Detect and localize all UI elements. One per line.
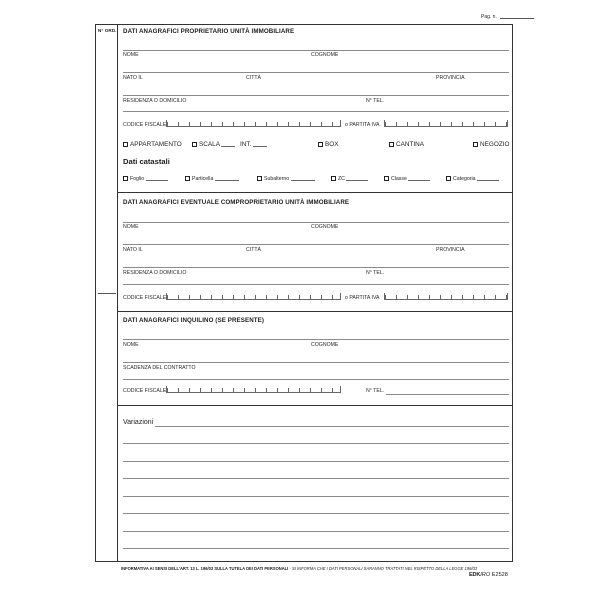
variazioni-line-5[interactable] [123, 496, 509, 497]
s1-cantina-option[interactable] [389, 141, 424, 148]
particella-checkbox[interactable] [185, 176, 190, 181]
product-code: E2528 [491, 572, 508, 578]
variazioni-line-1[interactable] [155, 426, 509, 427]
int-blank[interactable] [253, 146, 267, 147]
subalterno-label: Subalterno [264, 176, 290, 182]
s1-int-option[interactable] [240, 141, 267, 148]
subalterno-checkbox[interactable] [257, 176, 262, 181]
s3-codice-fiscale-boxes[interactable] [166, 386, 341, 393]
s2-nome-line[interactable] [123, 244, 509, 245]
zc-blank[interactable] [346, 180, 368, 181]
s2-nome-label: NOME [123, 224, 139, 230]
brand-code [469, 572, 508, 578]
categoria-blank[interactable] [477, 180, 499, 181]
section1-title: DATI ANAGRAFICI PROPRIETARIO UNITÀ IMMOBILIARE [123, 28, 295, 35]
categoria-checkbox[interactable] [446, 176, 451, 181]
negozio-label: NEGOZIO [480, 141, 510, 148]
zc-field[interactable] [331, 176, 368, 182]
box-checkbox[interactable] [318, 142, 323, 147]
brand-mark: EDK [469, 572, 481, 578]
variazioni-line-4[interactable] [123, 478, 509, 479]
categoria-field[interactable] [446, 176, 499, 182]
particella-field[interactable] [185, 176, 239, 182]
s2-residenza-line[interactable] [123, 284, 509, 285]
section3-title: DATI ANAGRAFICI INQUILINO (SE PRESENTE) [123, 317, 265, 324]
s2-partita-iva-boxes[interactable] [384, 293, 508, 300]
s1-appartamento-option[interactable] [123, 141, 182, 148]
s1-codice-fiscale-label: CODICE FISCALE [123, 122, 167, 128]
s2-provincia-label: PROVINCIA [436, 247, 465, 253]
brand-suffix: IRO [480, 572, 491, 578]
foglio-checkbox[interactable] [123, 176, 128, 181]
s3-scadenza-label: SCADENZA DEL CONTRATTO [123, 365, 196, 371]
variazioni-line-2[interactable] [123, 443, 509, 444]
foglio-blank[interactable] [146, 180, 168, 181]
classe-checkbox[interactable] [384, 176, 389, 181]
variazioni-line-6[interactable] [123, 513, 509, 514]
s3-tel-label: N° TEL. [366, 388, 385, 394]
section2-title: DATI ANAGRAFICI EVENTUALE COMPROPRIETARIO UNITÀ IMMOBILIARE [123, 199, 350, 206]
footer-italic-text: - SI INFORMA CHE I DATI PERSONALI SARANNO TRATTATI NEL RISPETTO DELLA LEGGE 196/03 [288, 566, 478, 571]
s1-partita-iva-label: o PARTITA IVA [345, 122, 380, 128]
s1-nome-line[interactable] [123, 72, 509, 73]
section1-separator [118, 192, 513, 193]
negozio-checkbox[interactable] [473, 142, 478, 147]
variazioni-line-7[interactable] [123, 531, 509, 532]
s1-box-option[interactable] [318, 141, 339, 148]
s2-citta-label: CITTÀ [246, 247, 261, 253]
catasto-title: Dati catastali [123, 157, 170, 166]
s2-tel-label: N° TEL. [366, 270, 385, 276]
foglio-field[interactable] [123, 176, 168, 182]
s1-scala-option[interactable] [192, 141, 235, 148]
zc-checkbox[interactable] [331, 176, 336, 181]
s3-nome-line[interactable] [123, 362, 509, 363]
subalterno-blank[interactable] [291, 180, 315, 181]
page-number-field[interactable] [481, 14, 534, 20]
footer-bold-text: INFORMATIVA AI SENSI DELL'ART. 13 L. 196/03 SULLA TUTELA DEI DATI PERSONALI [121, 566, 289, 571]
s2-nato-line[interactable] [123, 267, 509, 268]
particella-blank[interactable] [215, 180, 239, 181]
page-number-line[interactable] [500, 18, 534, 19]
categoria-label: Categoria [453, 176, 476, 182]
s1-residenza-line[interactable] [123, 111, 509, 112]
s3-cognome-label: COGNOME [311, 342, 339, 348]
scala-checkbox[interactable] [192, 142, 197, 147]
s1-nato-line[interactable] [123, 95, 509, 96]
cantina-label: CANTINA [396, 141, 425, 148]
ord-number-blank[interactable] [98, 293, 116, 294]
s3-scadenza-line[interactable] [123, 379, 509, 380]
classe-blank[interactable] [408, 180, 430, 181]
variazioni-label: Variazioni [123, 419, 154, 426]
s2-nato-il-label: NATO IL [123, 247, 143, 253]
variazioni-line-3[interactable] [123, 461, 509, 462]
subalterno-field[interactable] [257, 176, 315, 182]
section1-title-rule [123, 50, 509, 51]
zc-label: ZC [338, 176, 345, 182]
s3-codice-fiscale-label: CODICE FISCALE [123, 388, 167, 394]
cantina-checkbox[interactable] [389, 142, 394, 147]
classe-label: Classe [391, 176, 407, 182]
page-number-label: Pag. n. [481, 14, 497, 20]
s1-codice-fiscale-boxes[interactable] [166, 120, 341, 127]
s1-partita-iva-boxes[interactable] [384, 120, 508, 127]
section3-separator [118, 405, 513, 406]
s1-provincia-label: PROVINCIA [436, 75, 465, 81]
particella-label: Particella [192, 176, 214, 182]
s1-residenza-label: RESIDENZA O DOMICILIO [123, 98, 187, 104]
s2-residenza-label: RESIDENZA O DOMICILIO [123, 270, 187, 276]
s3-nome-label: NOME [123, 342, 139, 348]
s1-nato-il-label: NATO IL [123, 75, 143, 81]
appartamento-checkbox[interactable] [123, 142, 128, 147]
ord-number-label: N° ORD. [98, 28, 117, 33]
privacy-footer [121, 566, 477, 571]
section2-title-rule [123, 222, 509, 223]
scala-blank[interactable] [221, 146, 235, 147]
box-label: BOX [325, 141, 339, 148]
s1-cognome-label: COGNOME [311, 52, 339, 58]
int-label: INT. [240, 141, 252, 148]
s2-codice-fiscale-boxes[interactable] [166, 293, 341, 300]
s2-partita-iva-label: o PARTITA IVA [345, 295, 380, 301]
s2-cognome-label: COGNOME [311, 224, 339, 230]
s1-negozio-option[interactable] [473, 141, 509, 148]
s1-citta-label: CITTÀ [246, 75, 261, 81]
variazioni-line-8[interactable] [123, 548, 509, 549]
appartamento-label: APPARTAMENTO [130, 141, 182, 148]
section2-separator [118, 311, 513, 312]
s1-tel-label: N° TEL. [366, 98, 385, 104]
classe-field[interactable] [384, 176, 430, 182]
s2-codice-fiscale-label: CODICE FISCALE [123, 295, 167, 301]
s3-tel-line[interactable] [386, 394, 509, 395]
scala-label: SCALA [199, 141, 220, 148]
section3-title-rule [123, 339, 509, 340]
foglio-label: Foglio [130, 176, 145, 182]
s1-nome-label: NOME [123, 52, 139, 58]
